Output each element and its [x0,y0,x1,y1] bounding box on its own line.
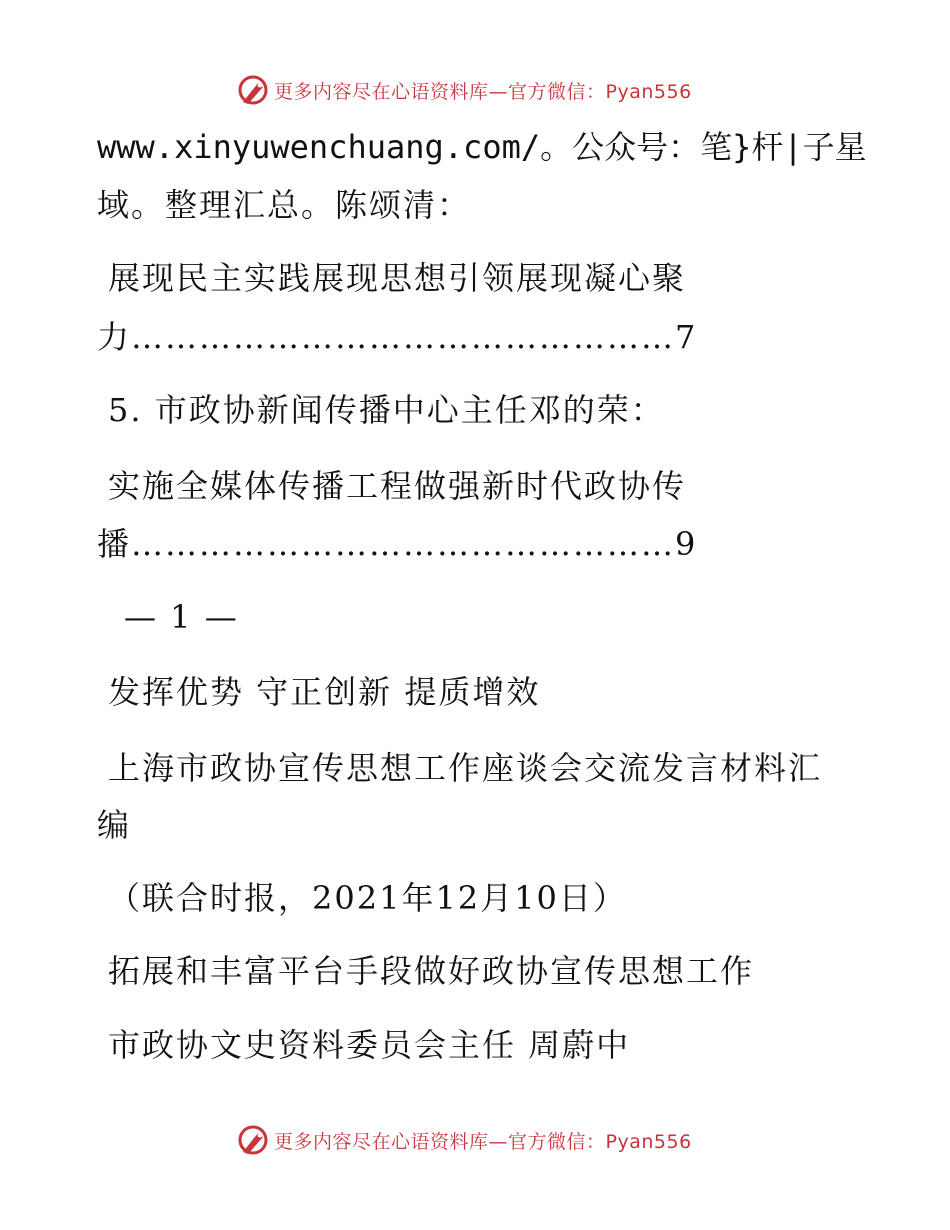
pen-logo-icon [236,73,270,107]
doc-line: 编 [97,806,132,844]
toc-entry: 播…………………………………………9 [97,525,698,563]
doc-byline: 市政协文史资料委员会主任 周蔚中 [108,1026,631,1064]
watermark-banner-top [236,71,692,109]
doc-line: （联合时报，2021年12月10日） [108,879,627,917]
doc-line: 实施全媒体传播工程做强新时代政协传 [108,467,687,505]
doc-heading: 拓展和丰富平台手段做好政协宣传思想工作 [108,952,755,990]
toc-entry: 力…………………………………………7 [97,318,698,356]
doc-line: 5. 市政协新闻传播中心主任邓的荣： [108,391,665,429]
doc-line: 上海市政协宣传思想工作座谈会交流发言材料汇 [108,749,823,787]
doc-line: 展现民主实践展现思想引领展现凝心聚 [108,259,687,297]
page-number: — 1 — [124,598,239,636]
doc-heading: 发挥优势 守正创新 提质增效 [108,673,541,711]
doc-line: 域。整理汇总。陈颂清： [97,186,472,224]
doc-line: www.xinyuwenchuang.com/。公众号：笔}杆|子星 [97,128,867,166]
watermark-text: 更多内容尽在心语资料库—官方微信：Pyan556 [274,1130,692,1153]
watermark-text: 更多内容尽在心语资料库—官方微信：Pyan556 [274,80,692,103]
watermark-banner-bottom [236,1121,692,1159]
pen-logo-icon [236,1123,270,1157]
